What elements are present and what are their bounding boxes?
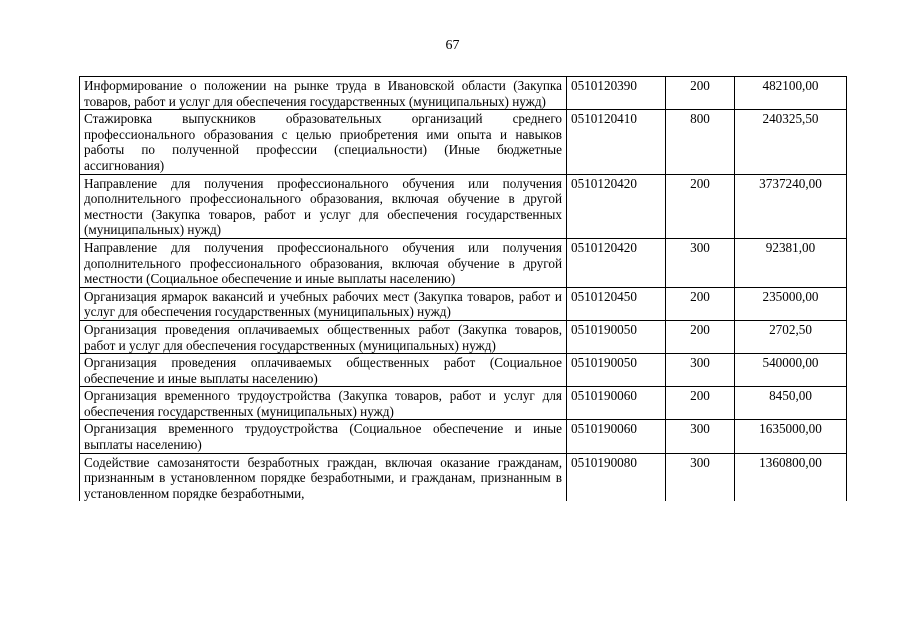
table-row [80, 238, 847, 287]
expense-type-cell: 200 [666, 387, 735, 420]
expense-name-cell: Организация проведения оплачиваемых общественных работ (Закупка товаров, работ и услуг для обеспечения государственных (муниципальных) нужд) [80, 320, 567, 353]
amount-cell: 482100,00 [735, 77, 847, 110]
table-row [80, 174, 847, 238]
target-code-cell: 0510120420 [567, 174, 666, 238]
expense-type-cell: 200 [666, 77, 735, 110]
amount-cell: 3737240,00 [735, 174, 847, 238]
page-number: 67 [445, 38, 460, 53]
amount-cell: 240325,50 [735, 110, 847, 174]
table-row [80, 420, 847, 453]
expense-type-cell: 300 [666, 238, 735, 287]
table-row [80, 287, 847, 320]
table-row [80, 453, 847, 501]
expense-name-text: Содействие самозанятости безработных граждан, включая оказание гражданам, признанным в установленном порядке безработными, и гражданам, признанным в установленном порядке безработными, [84, 454, 562, 501]
table-row [80, 320, 847, 353]
expense-name-cell: Организация проведения оплачиваемых общественных работ (Социальное обеспечение и иные выплаты населению) [80, 354, 567, 387]
expense-name-cell: Организация временного трудоустройства (Закупка товаров, работ и услуг для обеспечения государственных (муниципальных) нужд) [80, 387, 567, 420]
target-code-cell: 0510190050 [567, 354, 666, 387]
target-code-cell: 0510120420 [567, 238, 666, 287]
target-code-cell: 0510190080 [567, 453, 666, 501]
expense-name-cell: Стажировка выпускников образовательных организаций среднего профессионального образования с целью приобретения ими опыта и навыков работы по полученной профессии (специальности) (Иные бюджетные ассигнования) [80, 110, 567, 174]
expense-type-cell: 200 [666, 287, 735, 320]
expense-name-cell: Направление для получения профессионального обучения или получения дополнительного профессионального образования, включая обучение в другой местности (Социальное обеспечение и иные выплаты населению) [80, 238, 567, 287]
amount-cell: 1635000,00 [735, 420, 847, 453]
target-code-cell: 0510190060 [567, 420, 666, 453]
expense-name-cell: Информирование о положении на рынке труда в Ивановской области (Закупка товаров, работ и услуг для обеспечения государственных (муниципальных) нужд) [80, 77, 567, 110]
expense-type-cell: 300 [666, 354, 735, 387]
target-code-cell: 0510190050 [567, 320, 666, 353]
amount-cell: 2702,50 [735, 320, 847, 353]
expense-type-cell: 300 [666, 453, 735, 501]
expense-type-cell: 800 [666, 110, 735, 174]
expense-name-cell: Организация ярмарок вакансий и учебных рабочих мест (Закупка товаров, работ и услуг для обеспечения государственных (муниципальных) нужд) [80, 287, 567, 320]
amount-cell: 235000,00 [735, 287, 847, 320]
amount-cell: 92381,00 [735, 238, 847, 287]
expense-name-cell [80, 453, 567, 501]
amount-cell: 1360800,00 [735, 453, 847, 501]
expense-type-cell: 200 [666, 174, 735, 238]
table-row [80, 77, 847, 110]
target-code-cell: 0510190060 [567, 387, 666, 420]
table-row [80, 354, 847, 387]
amount-cell: 540000,00 [735, 354, 847, 387]
expense-type-cell: 200 [666, 320, 735, 353]
expense-type-cell: 300 [666, 420, 735, 453]
target-code-cell: 0510120410 [567, 110, 666, 174]
expense-name-cell: Организация временного трудоустройства (Социальное обеспечение и иные выплаты населению) [80, 420, 567, 453]
target-code-cell: 0510120450 [567, 287, 666, 320]
budget-table [79, 76, 847, 501]
table-row [80, 110, 847, 174]
target-code-cell: 0510120390 [567, 77, 666, 110]
amount-cell: 8450,00 [735, 387, 847, 420]
table-row [80, 387, 847, 420]
expense-name-cell: Направление для получения профессионального обучения или получения дополнительного профессионального образования, включая обучение в другой местности (Закупка товаров, работ и услуг для обеспечения государственных (муниципальных) нужд) [80, 174, 567, 238]
